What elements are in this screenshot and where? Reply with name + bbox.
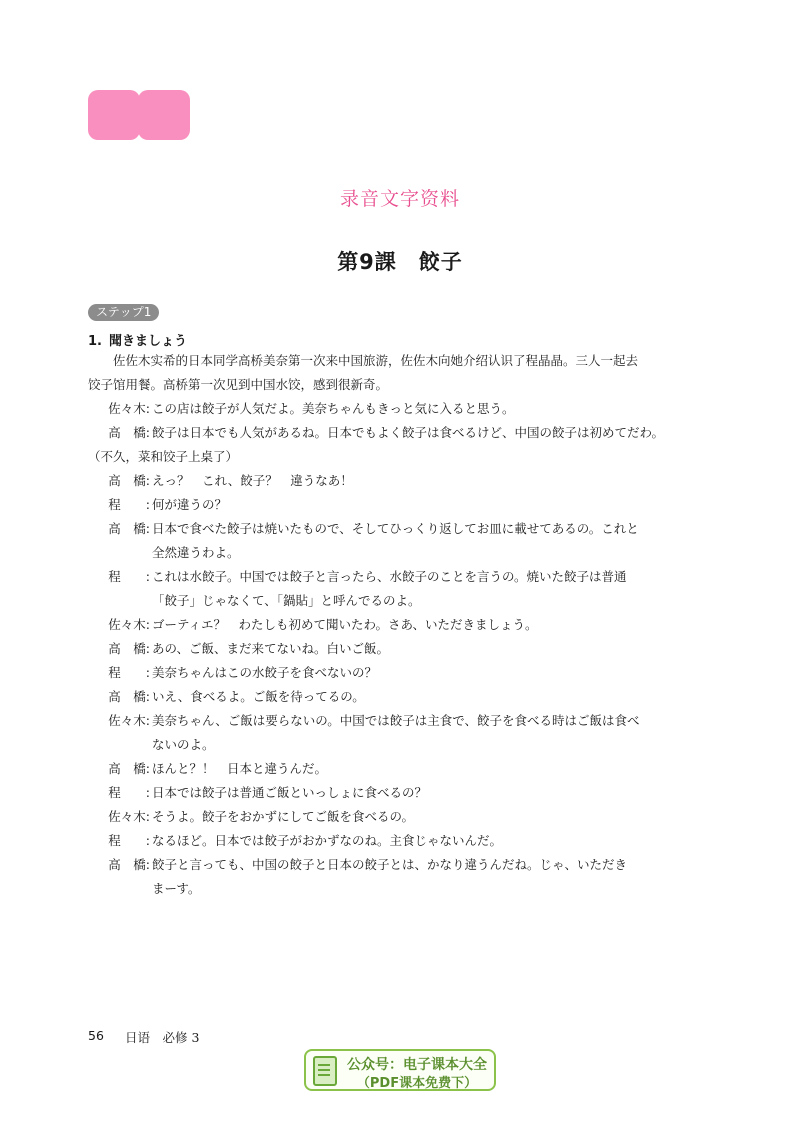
dialogue-turn (88, 421, 712, 445)
intro-line-2: 饺子馆用餐。高桥第一次见到中国水饺，感到很新奇。 (88, 377, 389, 392)
dialogue-text (152, 757, 712, 781)
dialogue-text (152, 805, 712, 829)
dialogue-text (152, 565, 712, 613)
speaker-label: 程 : (108, 833, 150, 848)
speaker-label: 佐々木: (108, 713, 150, 728)
dialogue-text (152, 709, 712, 757)
sub-heading-number: 1. (88, 334, 102, 349)
dialogue-turn (88, 853, 712, 901)
speaker-label: 高 橋: (108, 521, 150, 536)
speaker-label: 高 橋: (108, 689, 150, 704)
speaker-label: 高 橋: (108, 857, 150, 872)
speaker-label: 高 橋: (108, 761, 150, 776)
page-number: 56 (88, 1028, 104, 1043)
dialogue-line: なるほど。日本では餃子がおかずなのね。主食じゃないんだ。 (152, 833, 503, 848)
dialogue-text (152, 853, 712, 901)
intro-line-1: 佐佐木实希的日本同学高桥美奈第一次来中国旅游，佐佐木向她介绍认识了程晶晶。三人一起去 (113, 353, 639, 368)
pink-block-right (138, 90, 190, 140)
dialogue-turn (88, 565, 712, 613)
dialogue-turn (88, 757, 712, 781)
lesson-title: 第9課 餃子 (337, 250, 463, 274)
dialogue-line: 日本で食べた餃子は焼いたもので、そしてひっくり返してお皿に載せてあるの。これと (152, 521, 639, 536)
dialogue-text (152, 397, 712, 421)
stage-direction: （不久，菜和饺子上桌了） (88, 449, 239, 464)
dialogue-turn (88, 805, 712, 829)
dialogue-line: この店は餃子が人気だよ。美奈ちゃんもきっと気に入ると思う。 (152, 401, 515, 416)
dialogue-text (152, 517, 712, 565)
speaker-label: 程 : (108, 785, 150, 800)
book-icon (313, 1056, 337, 1086)
speaker-label: 高 橋: (108, 473, 150, 488)
watermark-line-2: （PDF课本免费下） (356, 1076, 478, 1091)
step-badge: ステップ1 (88, 304, 159, 321)
dialogue-line: 餃子は日本でも人気があるね。日本でもよく餃子は食べるけど、中国の餃子は初めてだわ。 (152, 425, 665, 440)
dialogue-line: あの、ご飯、まだ来てないね。白いご飯。 (152, 641, 390, 656)
dialogue-line: 「餃子」じゃなくて、「鍋貼」と呼んでるのよ。 (152, 593, 421, 608)
dialogue-line: 日本では餃子は普通ご飯といっしょに食べるの？ (152, 785, 428, 800)
dialogue-text (152, 469, 712, 493)
speaker-label: 程 : (108, 665, 150, 680)
dialogue-turn (88, 685, 712, 709)
dialogue-text (152, 421, 712, 445)
pink-block-left (88, 90, 140, 140)
dialogue-turn (88, 637, 712, 661)
intro-text (88, 349, 712, 397)
speaker-label: 高 橋: (108, 425, 150, 440)
dialogue-turn (88, 829, 712, 853)
dialogue-text (152, 829, 712, 853)
dialogue-line: 美奈ちゃんはこの水餃子を食べないの？ (152, 665, 378, 680)
speaker-label: 佐々木: (108, 809, 150, 824)
dialogue-line: 美奈ちゃん、ご飯は要らないの。中国では餃子は主食で、餃子を食べる時はご飯は食べ (152, 713, 640, 728)
watermark-stamp (304, 1049, 496, 1091)
dialogue-turn (88, 781, 712, 805)
dialogue-line: えっ？ これ、餃子？ 違うなあ！ (152, 473, 353, 488)
dialogue-turn (88, 613, 712, 637)
dialogue-turn (88, 661, 712, 685)
dialogue-line: ないのよ。 (152, 737, 215, 752)
speaker-label: 程 : (108, 569, 150, 584)
speaker-label: 佐々木: (108, 401, 150, 416)
dialogue-text (152, 637, 712, 661)
dialogue-line: いえ、食べるよ。ご飯を待ってるの。 (152, 689, 365, 704)
dialogue-text (152, 661, 712, 685)
speaker-label: 高 橋: (108, 641, 150, 656)
dialogue-text (152, 781, 712, 805)
intro-paragraph (88, 349, 712, 397)
watermark-line-1: 公众号：电子课本大全 (347, 1057, 487, 1073)
decorative-pink-blocks (88, 90, 190, 140)
sub-heading (88, 330, 187, 349)
book-title: 日语 必修 3 (125, 1030, 200, 1045)
dialogue-text (152, 613, 712, 637)
dialogue-line: 餃子と言っても、中国の餃子と日本の餃子とは、かなり違うんだね。じゃ、いただき (152, 857, 628, 872)
dialogue (88, 397, 712, 901)
sub-heading-text: 聞きましょう (108, 334, 187, 349)
dialogue-text (152, 685, 712, 709)
dialogue-line: ゴーティエ？ わたしも初めて聞いたわ。さあ、いただきましょう。 (152, 617, 538, 632)
dialogue-turn (88, 517, 712, 565)
dialogue-line: これは水餃子。中国では餃子と言ったら、水餃子のことを言うの。焼いた餃子は普通 (152, 569, 627, 584)
dialogue-line: そうよ。餃子をおかずにしてご飯を食べるの。 (152, 809, 415, 824)
dialogue-turn (88, 469, 712, 493)
dialogue-line: 全然違うわよ。 (152, 545, 240, 560)
dialogue-text (152, 493, 712, 517)
dialogue-line: ほんと？！ 日本と違うんだ。 (152, 761, 328, 776)
dialogue-line: まーす。 (152, 881, 201, 896)
speaker-label: 佐々木: (108, 617, 150, 632)
section-title: 录音文字资料 (339, 188, 460, 210)
dialogue-turn (88, 493, 712, 517)
dialogue-turn (88, 397, 712, 421)
dialogue-turn (88, 709, 712, 757)
dialogue-line: 何が違うの？ (152, 497, 228, 512)
speaker-label: 程 : (108, 497, 150, 512)
